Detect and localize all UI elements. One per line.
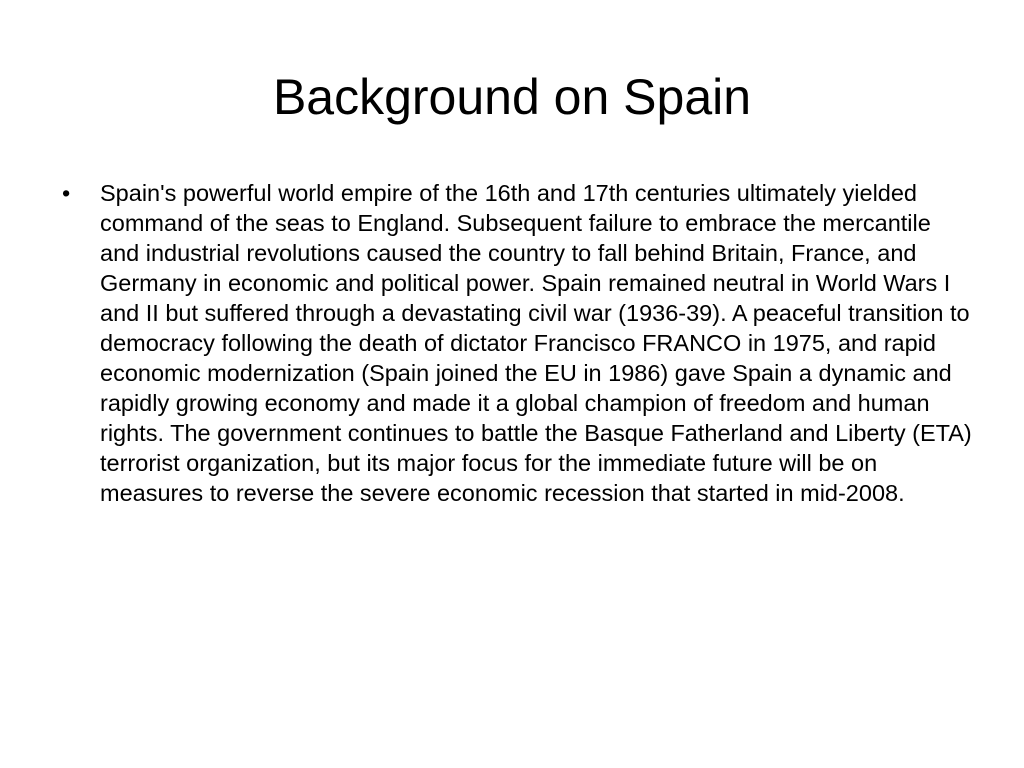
bullet-list <box>62 178 972 508</box>
slide-title: Background on Spain <box>272 69 752 125</box>
bullet-text: Spain's powerful world empire of the 16th and 17th centuries ultimately yielded command of the seas to England. Subsequent failure to embrace the mercantile and industrial revolutions caused the country to fall behind Britain, France, and Germany in economic and political power. Spain remained neutral in World Wars I and II but suffered through a devastating civil war (1936-39). A peaceful transition to democracy following the death of dictator Francisco FRANCO in 1975, and rapid economic modernization (Spain joined the EU in 1986) gave Spain a dynamic and rapidly growing economy and made it a global champion of freedom and human rights. The government continues to battle the Basque Fatherland and Liberty (ETA) terrorist organization, but its major focus for the immediate future will be on measures to reverse the severe economic recession that started in mid-2008. <box>100 180 972 506</box>
bullet-marker: • <box>62 180 71 206</box>
bullet-item <box>62 178 972 508</box>
